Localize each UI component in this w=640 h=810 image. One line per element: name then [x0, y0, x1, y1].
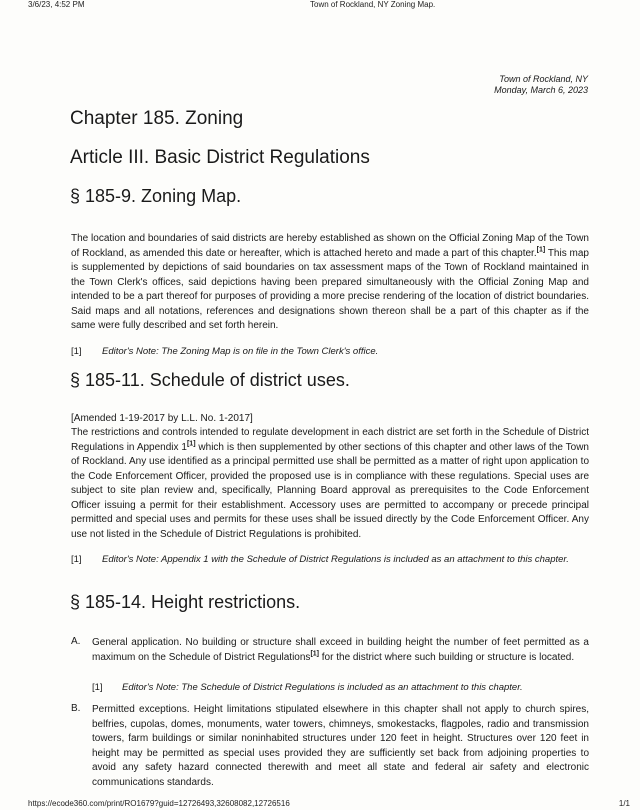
municipality: Town of Rockland, NY — [499, 74, 588, 84]
print-page-title: Town of Rockland, NY Zoning Map. — [310, 0, 436, 9]
editor-note — [71, 553, 591, 566]
body-text: This map is supplemented by depictions of said boundaries on tax assessment maps of the Town of Rockland maintained in the Town Clerk's offices, said depictions having been prepared simultaneously with the Official Zoning Map and intended to be a part thereof for purposes of providing a more precise rendering of the location of district boundaries. Said maps and all notations, references and designations shown thereon shall be a part of this chapter as if the same were fully described and set forth herein. — [71, 247, 589, 331]
print-url[interactable]: https://ecode360.com/print/RO1679?guid=12726493,32608082,12726516 — [28, 799, 290, 808]
body-text: The restrictions and controls intended to regulate development in each district are set forth in the Schedule of District Regulations in Appendix 1 — [71, 427, 589, 453]
footnote-ref[interactable]: [1] — [536, 246, 546, 254]
footnote-ref[interactable]: [1] — [310, 650, 319, 658]
note-text: Editor's Note: Appendix 1 with the Schedule of District Regulations is included as an attachment to this chapter. — [102, 554, 569, 565]
editor-note — [71, 345, 591, 358]
editor-note — [92, 681, 592, 694]
body-text: for the district where such building or structure is located. — [319, 651, 575, 663]
amendment-note: [Amended 1-19-2017 by L.L. No. 1-2017] — [71, 413, 253, 424]
note-text: Editor's Note: The Zoning Map is on file in the Town Clerk's office. — [102, 346, 379, 357]
body-text: which is then supplemented by other sections of this chapter and other laws of the Town of Rockland. Any use identified as a principal permitted use shall be permitted as a matter of right upon application to the Code Enforcement Officer, provided the proposed use is in compliance with these regulations. Special uses are subject to site plan review and, specifically, Planning Board approval as prerequisites to the Code Enforcement Officer issuing a permit for their establishment. Accessory uses are permitted to accompany or precede principal permitted and special uses and permits for these uses shall be issued directly by the Code Enforcement Officer. Any use not listed in the Schedule of District Regulations is prohibited. — [71, 441, 589, 540]
document-date: Monday, March 6, 2023 — [494, 85, 588, 95]
footnote-ref[interactable]: [1] — [186, 440, 196, 448]
note-text: Editor's Note: The Schedule of District Regulations is included as an attachment to this chapter. — [122, 682, 523, 693]
note-number: [1] — [71, 346, 82, 357]
article-title: Article III. Basic District Regulations — [70, 147, 370, 168]
chapter-title: Chapter 185. Zoning — [70, 108, 244, 129]
section-heading-185-9: § 185-9. Zoning Map. — [70, 186, 242, 206]
section-heading-185-14: § 185-14. Height restrictions. — [70, 592, 301, 612]
note-number: [1] — [71, 554, 82, 565]
section-heading-185-11: § 185-11. Schedule of district uses. — [70, 370, 350, 390]
list-item-label: B. — [71, 703, 81, 714]
section-body-185-9 — [71, 232, 589, 334]
note-number: [1] — [92, 682, 103, 693]
body-text: General application. No building or structure shall exceed in building height the number of feet permitted as a maximum on the Schedule of District Regulations — [92, 637, 589, 663]
body-text: The location and boundaries of said districts are hereby established as shown on the Official Zoning Map of the Town of Rockland, as amended this date or hereafter, which is attached hereto and made a part of this chapter. — [71, 233, 589, 259]
section-body-185-11 — [71, 426, 589, 542]
list-item-b: Permitted exceptions. Height limitations stipulated elsewhere in this chapter shall not apply to church spires, belfries, cupolas, domes, monuments, water towers, chimneys, smokestacks, flagpoles, radio and transmission towers, farm buildings or similar noninhabited structures under 120 feet in height. Structures over 120 feet in height may be permitted as special uses provided they are sufficiently set back from adjoining properties to avoid any safety hazard connected therewith and meet all state and federal air safety and electronic communications standards. — [92, 704, 589, 788]
list-item-a — [92, 636, 589, 665]
print-page-count: 1/1 — [618, 799, 630, 808]
document-meta — [494, 74, 588, 96]
list-item-label: A. — [71, 636, 81, 647]
print-datetime: 3/6/23, 4:52 PM — [28, 0, 85, 9]
